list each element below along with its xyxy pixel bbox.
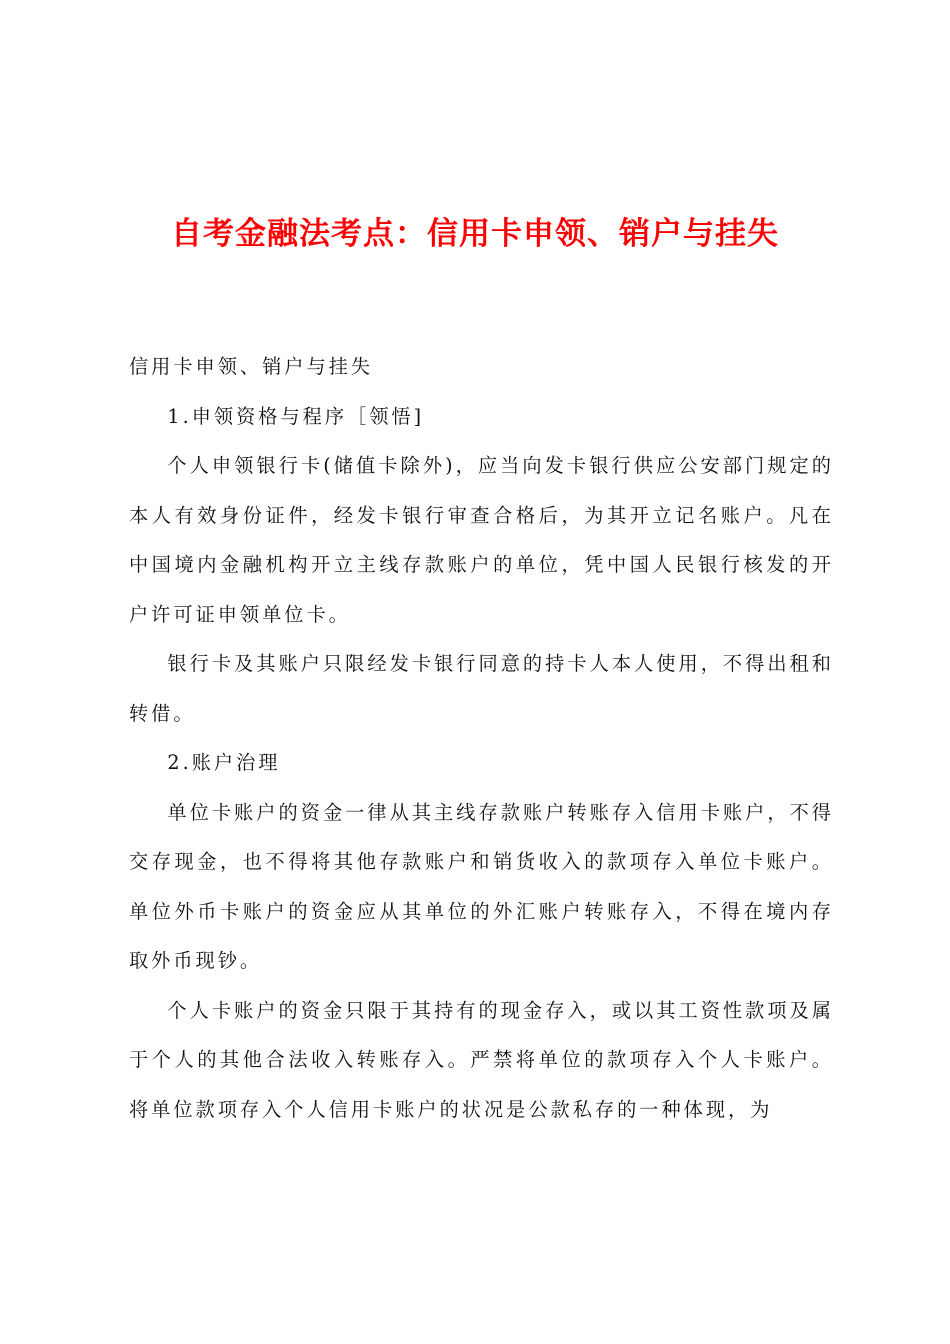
- paragraph-card-usage: 银行卡及其账户只限经发卡银行同意的持卡人本人使用，不得出租和转借。: [129, 652, 834, 725]
- paragraph-personal-card-account: 个人卡账户的资金只限于其持有的现金存入，或以其工资性款项及属于个人的其他合法收入转账存入。严禁将单位的款项存入个人卡账户。将单位款项存入个人信用卡账户的状况是公款私存的一种体现，为: [129, 998, 834, 1121]
- subsection-heading-eligibility: 1.申领资格与程序［领悟]: [167, 404, 425, 428]
- section-heading: 信用卡申领、销户与挂失: [129, 355, 374, 378]
- document-body: [129, 342, 834, 1134]
- paragraph-individual-application: 个人申领银行卡(储值卡除外)，应当向发卡银行供应公安部门规定的本人有效身份证件，经发卡银行审查合格后，为其开立记名账户。凡在中国境内金融机构开立主线存款账户的单位，凭中国人民银行核发的开户许可证申领单位卡。: [129, 454, 834, 626]
- paragraph-unit-card-account: 单位卡账户的资金一律从其主线存款账户转账存入信用卡账户，不得交存现金，也不得将其他存款账户和销货收入的款项存入单位卡账户。单位外币卡账户的资金应从其单位的外汇账户转账存入，不得在境内存取外币现钞。: [129, 800, 834, 972]
- subsection-heading-account-management: 2.账户治理: [167, 751, 281, 774]
- document-title: 自考金融法考点：信用卡申领、销户与挂失: [171, 216, 779, 252]
